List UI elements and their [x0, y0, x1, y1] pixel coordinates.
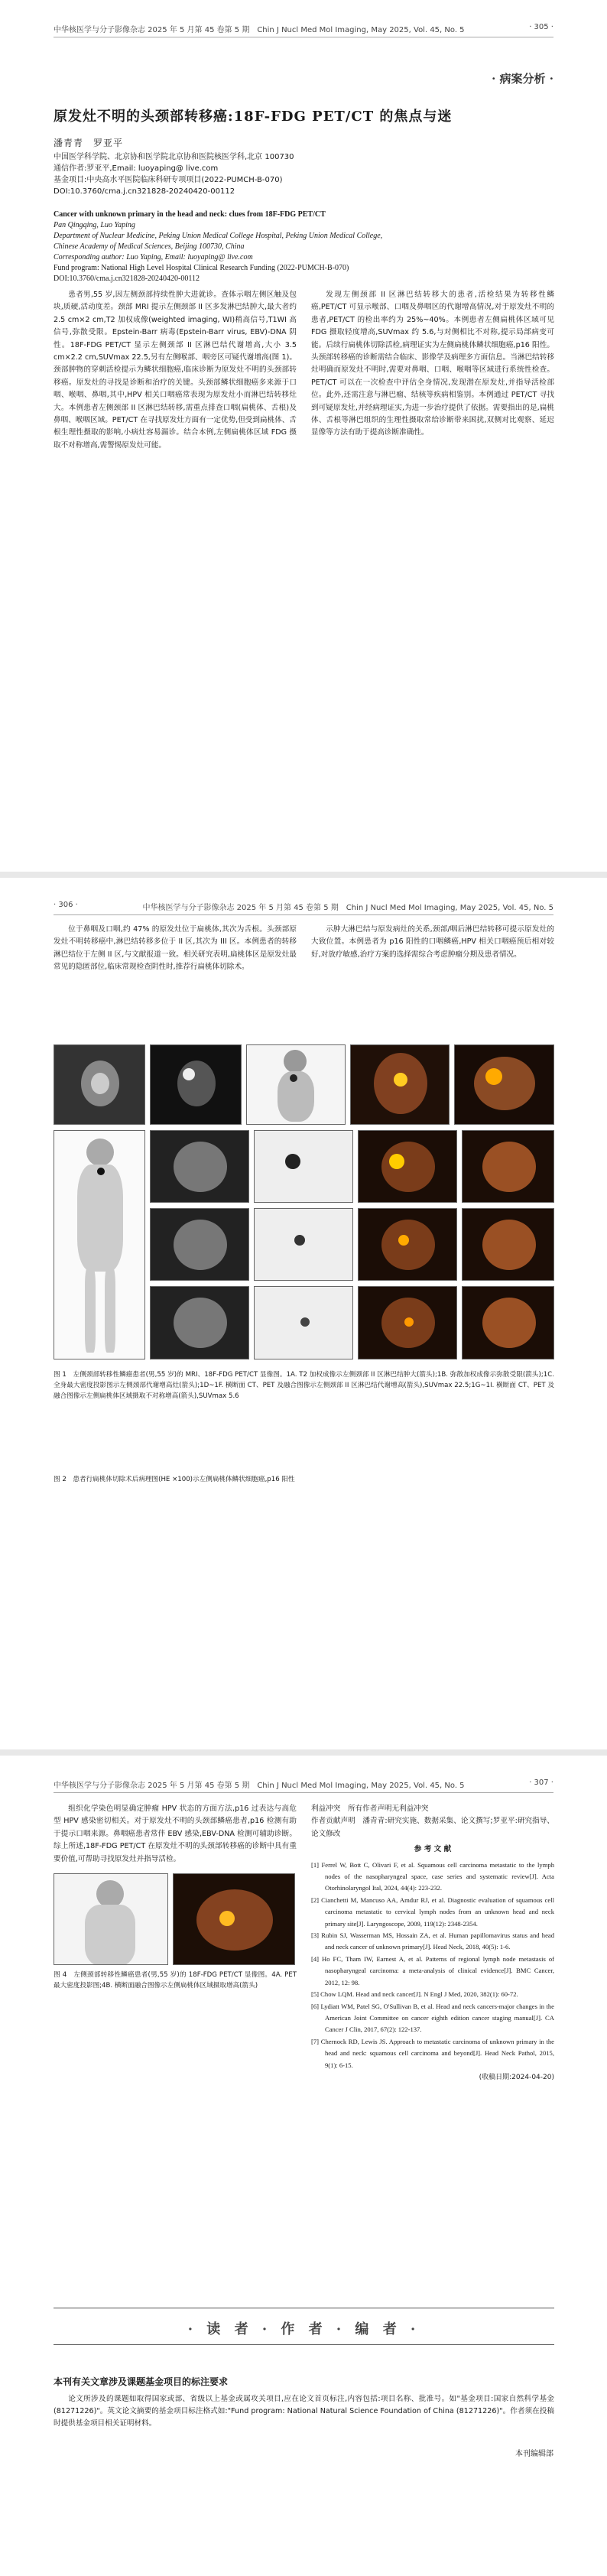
reference-item: [6] Lydiatt WM, Patel SG, O'Sullivan B, et al. Head and neck cancers-major changes in the American Joint Committee on cancer eighth edition cancer staging manual[J]. CA Cancer J Clin, 2017, 67(2): 122-137.: [311, 2002, 554, 2034]
reference-item: [3] Rubin SJ, Wasserman MS, Hossain ZA, et al. Human papillomavirus status and head and neck cancer of unknown primary[J]. Head Neck, 2018, 40(5): 1-6.: [311, 1931, 554, 1951]
figure-panel-ct-3: [150, 1286, 249, 1359]
conflict-statement: 利益冲突 所有作者声明无利益冲突: [311, 1804, 429, 1813]
body-column-left: [54, 289, 297, 452]
fund-program: 基金项目:中央高水平医院临床科研专项项目(2022-PUMCH-B-070): [54, 176, 283, 184]
body-column-right: [311, 924, 554, 974]
english-doi: DOI:10.3760/cma.j.cn321828-20240420-00112: [54, 274, 200, 283]
figure-panel-ct-1: [150, 1130, 249, 1203]
references-heading: 参 考 文 献: [414, 1845, 452, 1854]
received-date: (收稿日期:2024-04-20): [479, 2073, 554, 2081]
authors: 潘青青 罗亚平: [54, 138, 124, 148]
figure-panel-pet-mip: [54, 1873, 168, 1965]
figure-4: [54, 1873, 297, 1965]
running-head: [54, 1779, 553, 1793]
journal-header: 中华核医学与分子影像杂志 2025 年 5 月第 45 卷第 5 期 Chin J Nucl Med Mol Imaging, May 2025, Vol. 45, No. 5: [142, 904, 553, 912]
doi: DOI:10.3760/cma.j.cn321828-20240420-00112: [54, 187, 235, 196]
contribution-statement: 作者贡献声明 潘青青:研究实施、数据采集、论文撰写;罗亚平:研究指导、论文修改: [311, 1817, 554, 1838]
figure-panel-fusion-axial: [173, 1873, 295, 1965]
page-2: [0, 878, 607, 1749]
paragraph: 组织化学染色明显确定肿瘤 HPV 状态的方面方法,p16 过表达与高危型 HPV 感染密切相关。对于原发灶不明的头颈部鳞癌患者,p16 检测有助于提示口咽来源。鼻咽癌患者常伴 EBV 感染,EBV-DNA 检测可辅助诊断。综上所述,18F-FDG PET/CT 在原发灶不明的头颈部转移癌的诊断中具有重要价值,可帮助寻找原发灶并指导活检。: [54, 1804, 297, 1863]
body-column-right: [311, 289, 554, 452]
body-columns: [54, 924, 554, 974]
figure-panel-pet-2: [254, 1208, 353, 1281]
page-number: · 306 ·: [54, 901, 78, 909]
english-fund: Fund program: National High Level Hospital Clinical Research Funding (2022-PUMCH-B-070): [54, 264, 349, 272]
column-banner: · 读 者 · 作 者 · 编 者 ·: [187, 2321, 420, 2337]
figure-panel-mri-dwi: [150, 1044, 242, 1125]
english-authors: Pan Qingqing, Luo Yaping: [54, 221, 135, 229]
figure-panel-pet-coronal: [246, 1044, 346, 1125]
reference-item: [4] Ho FC, Tham IW, Earnest A, et al. Patterns of regional lymph node metastasis of nasopharyngeal carcinoma: a meta-analysis of clinical evidence[J]. BMC Cancer, 2012, 12: 98.: [311, 1954, 554, 1986]
journal-header: 中华核医学与分子影像杂志 2025 年 5 月第 45 卷第 5 期 Chin J Nucl Med Mol Imaging, May 2025, Vol. 45, No. 5: [54, 26, 465, 34]
figure-panel-pet-3: [254, 1286, 353, 1359]
page-number: · 305 ·: [529, 23, 553, 31]
figure-panel-fusion-3: [358, 1286, 457, 1359]
figure-panel-mri-t2: [54, 1044, 145, 1125]
english-title: Cancer with unknown primary in the head and neck: clues from 18F-FDG PET/CT: [54, 210, 326, 219]
section-tag: · 病案分析 ·: [492, 72, 553, 86]
paragraph: 示肿大淋巴结与原发病灶的关系,颈部/咽后淋巴结转移可提示原发灶的大致位置。本例患者为 p16 阳性的口咽鳞癌,HPV 相关口咽癌预后相对较好,对放疗敏感,治疗方案的选择需综合考虑肿瘤分期及患者情况。: [311, 925, 554, 959]
reference-item: [2] Cianchetti M, Mancuso AA, Amdur RJ, et al. Diagnostic evaluation of squamous cell carcinoma metastatic to cervical lymph nodes from an unknown head and neck primary site[J]. Laryngoscope, 2009, 119(12): 2348-2354.: [311, 1895, 554, 1928]
figure-panel-fusion-axial: [454, 1044, 554, 1125]
body-columns: [54, 1803, 554, 2084]
figure-panel-ct-2: [150, 1208, 249, 1281]
figure-1-caption: 图 1 左侧颈部转移性鳞癌患者(男,55 岁)的 MRI、18F-FDG PET/CT 显像图。1A. T2 加权成像示左侧颈部 II 区淋巴结肿大(箭头);1B. 弥散加权成像示弥散受限(箭头);1C. 全身最大密度投影图示左侧颈部代谢增高灶(箭头);1D~1F. 横断面 CT、PET 及融合图像示左侧颈部 II 区淋巴结代谢增高(箭头),SUVmax 22.5;1G~1I. 横断面 CT、PET 及融合图像示左侧扁桃体区域摄取不对称增高(箭头),SUVmax 5.6: [54, 1371, 554, 1400]
paragraph: 发现左侧颈部 II 区淋巴结转移大的患者,活检结果为转移性鳞癌,PET/CT 可显示喉部、口咽及鼻咽区的代谢增高情况,对于原发灶不明的患者,PET/CT 的检出率约为 25%~40%。本例患者左侧扁桃体区域可见 FDG 摄取轻度增高,SUVmax 约 5.6,与对侧相比不对称,提示局部病变可能。后续行扁桃体切除活检,病理证实为左侧扁桃体鳞状细胞癌,p16 阳性。头颈部转移癌的诊断需结合临床、影像学及病理多方面信息。当淋巴结转移灶明确而原发灶不明时,需要对鼻咽、口咽、喉咽等区域进行系统性检查。PET/CT 可以在一次检查中评估全身情况,发现潜在原发灶,并指导活检部位。此外,还需注意与淋巴瘤、结核等疾病相鉴别。本例通过 PET/CT 寻找到可疑原发灶,并经病理证实,为进一步治疗提供了依据。需要指出的是,扁桃体、舌根等淋巴组织的生理性摄取常给诊断带来困扰,双侧对比观察、延迟显像等方法有助于提高诊断准确性。: [311, 291, 554, 437]
body-column-left: [54, 1803, 297, 2084]
journal-header: 中华核医学与分子影像杂志 2025 年 5 月第 45 卷第 5 期 Chin J Nucl Med Mol Imaging, May 2025, Vol. 45, No. 5: [54, 1782, 465, 1790]
reference-item: [5] Chow LQM. Head and neck cancer[J]. N Engl J Med, 2020, 382(1): 60-72.: [311, 1990, 518, 1999]
figure-2-caption: 图 2 患者行扁桃体切除术后病理图(HE ×100)示左侧扁桃体鳞状细胞癌,p16 阳性: [54, 1476, 295, 1483]
english-corresponding: Corresponding author: Luo Yaping, Email: luoyaping@ live.com: [54, 253, 253, 261]
page-3: [0, 1756, 607, 2576]
divider: [54, 2344, 554, 2345]
notice-title: 本刊有关文章涉及课题基金项目的标注要求: [54, 2376, 229, 2387]
paragraph: 患者男,55 岁,因左侧颈部持续性肿大进就诊。查体示咽左侧区触及包块,质硬,活动度差。颈部 MRI 提示左侧颈部 II 区多发淋巴结肿大,最大者约 2.5 cm×2 cm,T2 加权成像(weighted imaging, WI)稍高信号,T1WI 高信号,弥散受限。Epstein-Barr 病毒(Epstein-Barr virus, EBV)-DNA 阴性。18F-FDG PET/CT 显示左侧颈部 II 区淋巴结代谢增高,大小 3.5 cm×2.2 cm,SUVmax 22.5,另有左侧喉部、咽旁区可疑代谢增高(图 1)。颈部肿物的穿刺活检提示为鳞状细胞癌,临床诊断为原发灶不明的头颈部转移癌。原发灶的寻找是诊断和治疗的关键。头颈部鳞状细胞癌多来源于口咽、喉咽、鼻咽,其中,HPV 相关口咽癌常表现为原发灶小而淋巴结转移灶大。本例患者左侧颈部 II 区淋巴结转移,需重点排查口咽(扁桃体、舌根)及鼻咽、喉咽区域。PET/CT 在寻找原发灶方面有一定优势,但受到扁桃体、舌根生理性摄取的影响,小病灶容易漏诊。结合本例,左侧扁桃体区域 FDG 摄取不对称增高,需警惕原发灶可能。: [54, 291, 297, 450]
running-head: [54, 23, 553, 37]
figure-panel-fusion-3b: [462, 1286, 554, 1359]
affiliation: 中国医学科学院、北京协和医学院北京协和医院核医学科,北京 100730: [54, 153, 294, 161]
figure-panel-fusion-2b: [462, 1208, 554, 1281]
corresponding-author: 通信作者:罗亚平,Email: luoyaping@ live.com: [54, 164, 219, 173]
english-abstract-block: [54, 210, 550, 284]
reference-item: [7] Chernock RD, Lewis JS. Approach to metastatic carcinoma of unknown primary in the head and neck: squamous cell carcinoma and beyond[J]. Head Neck Pathol, 2015, 9(1): 6-15.: [311, 2037, 554, 2069]
english-affiliation-2: Chinese Academy of Medical Sciences, Beijing 100730, China: [54, 242, 245, 251]
figure-panel-fusion-1: [358, 1130, 457, 1203]
figure-panel-fusion-2: [358, 1208, 457, 1281]
body-columns: [54, 289, 554, 452]
body-column-right: [311, 1803, 554, 2084]
figure-panel-pet-1: [254, 1130, 353, 1203]
notice-signature: 本刊编辑部: [515, 2450, 553, 2458]
reference-list: [311, 1860, 554, 2071]
figure-panel-pet-mip: [54, 1130, 145, 1359]
figure-4-caption: 图 4 左侧颈部转移性鳞癌患者(男,55 岁)的 18F-FDG PET/CT 显像图。4A. PET 最大密度投影图;4B. 横断面融合图像示左侧扁桃体区域摄取增高(箭头): [54, 1971, 297, 1990]
reference-item: [1] Ferrel W, Bott C, Olivari F, et al. Squamous cell carcinoma metastatic to the lymph nodes of the nasopharyngeal space, case series and systematic review[J]. Acta Otorhinolaryngol Ital, 2024, 44(4): 223-232.: [311, 1860, 554, 1892]
article-title: 原发灶不明的头颈部转移癌:18F-FDG PET/CT 的焦点与迷: [54, 109, 453, 125]
notice-body: 论文所涉及的课题如取得国家或部、省级以上基金或属攻关项目,应在论文首页标注,内容包括:项目名称、批准号。如"基金项目:国家自然科学基金(81271226)"。英文论文摘要的基金项目标注格式如:"Fund program: National Natural Science Foundation of China (81271226)"。作者须在投稿时提供基金项目相关证明材料。: [54, 2395, 554, 2428]
page-1: [0, 0, 607, 872]
english-affiliation-1: Department of Nuclear Medicine, Peking Union Medical College Hospital, Peking Union Medical College,: [54, 232, 383, 240]
page-number: · 307 ·: [529, 1779, 553, 1787]
figure-panel-fusion-coronal: [350, 1044, 450, 1125]
figure-panel-fusion-1b: [462, 1130, 554, 1203]
running-head: [54, 901, 553, 915]
body-column-left: [54, 924, 297, 974]
affiliation-block: [54, 151, 550, 197]
figure-1: [54, 1044, 554, 1450]
paragraph: 位于鼻咽及口咽,约 47% 的原发灶位于扁桃体,其次为舌根。头颈部原发灶不明转移癌中,淋巴结转移多位于 II 区,其次为 III 区。本例患者的转移淋巴结位于左侧 II 区,与文献报道一致。相关研究表明,扁桃体区是原发灶最常见的隐匿部位,临床常规检查阴性时,推荐行扁桃体切除术。: [54, 925, 297, 972]
